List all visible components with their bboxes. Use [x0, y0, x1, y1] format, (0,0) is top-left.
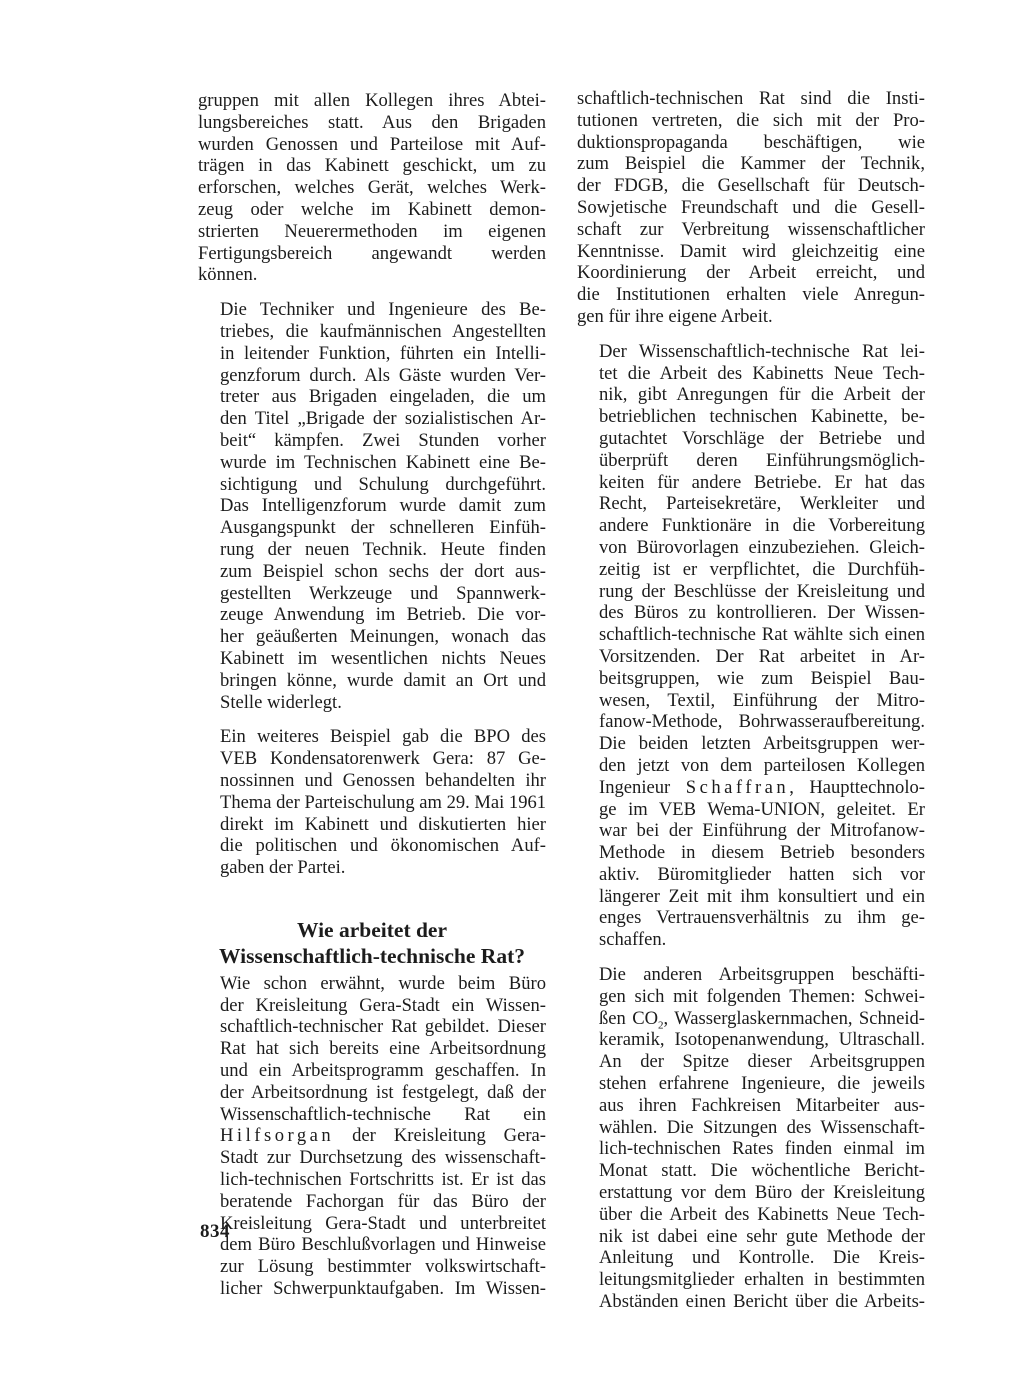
text-line: tet die Arbeit des Kabinetts Neue Tech-	[599, 362, 925, 384]
subscript: 2	[658, 1019, 664, 1032]
text-line: andere Funktionäre in die Vorbereitung	[599, 515, 925, 537]
text-line: schaftlich-technische Rat wählte sich einen	[599, 624, 925, 646]
text-line: Die anderen Arbeitsgruppen beschäfti-	[599, 964, 925, 986]
text-line: schaftlich-technischen Rat sind die Insti-	[577, 88, 925, 109]
text-line: nik, gibt Anregungen für die Arbeit der	[599, 384, 925, 406]
text-line	[198, 1125, 546, 1147]
text-line: triebes, die kaufmännischen Angestellten	[220, 320, 546, 342]
text-line: Recht, Parteisekretäre, Werkleiter und	[599, 493, 925, 515]
text-line: zur Lösung bestimmter volkswirtschaft-	[220, 1256, 546, 1278]
text-line: über die Arbeit des Kabinetts Neue Tech-	[599, 1203, 925, 1225]
text-line: wurden Genossen und Parteilose mit Auf-	[198, 133, 546, 155]
text-line: Wissenschaftlich-technische Rat ein	[220, 1103, 546, 1125]
text-fragment: , Wasserglaskernmachen, Schneid-	[663, 1007, 925, 1029]
text-line: erforschen, welches Gerät, welches Werk-	[198, 177, 546, 199]
text-line: zum Beispiel die Kammer der Technik,	[577, 153, 925, 175]
text-fragment: Ingenieur	[599, 776, 686, 798]
text-line: und ein Arbeitsprogramm geschaffen. In	[220, 1060, 546, 1082]
text-line: der Arbeitsordnung ist festgelegt, daß der	[220, 1081, 546, 1103]
text-line: überprüft deren Einführungsmöglich-	[599, 449, 925, 471]
text-line: längerer Zeit mit ihm konsultiert und ein	[599, 885, 925, 907]
text-line: Anleitung und Kontrolle. Die Kreis-	[599, 1247, 925, 1269]
text-line: genzforum durch. Als Gäste wurden Ver-	[220, 364, 546, 386]
text-line: können.	[198, 264, 258, 286]
text-line: treter aus Brigaden eingeladen, die um	[220, 386, 546, 408]
text-line: Wie schon erwähnt, wurde beim Büro	[220, 972, 546, 994]
paragraph	[577, 341, 925, 951]
text-line: dem Büro Beschlußvorlagen und Hinweise	[220, 1234, 546, 1256]
text-line: gen für ihre eigene Arbeit.	[577, 305, 773, 327]
text-line: der FDGB, die Gesellschaft für Deutsch-	[577, 175, 925, 197]
text-line: den Titel „Brigade der sozialistischen Ar-	[220, 408, 546, 430]
text-line: Rat hat sich bereits eine Arbeitsordnung	[220, 1038, 546, 1060]
paragraph	[198, 726, 546, 879]
text-line: direkt im Kabinett und diskutierten hier	[220, 813, 546, 835]
text-line: zeuge Anwendung im Betrieb. Die vor-	[220, 604, 546, 626]
text-line: in leitender Funktion, führten ein Intelli-	[220, 342, 546, 364]
text-line: keiten für andere Betriebe. Er hat das	[599, 471, 925, 493]
page-number: 834	[200, 1221, 230, 1242]
text-line: gruppen mit allen Kollegen ihres Abtei-	[198, 90, 546, 111]
text-line: von Bürovorlagen einzubeziehen. Gleich-	[599, 536, 925, 558]
text-line: beit“ kämpfen. Zwei Stunden vorher	[220, 429, 546, 451]
text-line: enges Vertrauensverhältnis zu ihm ge-	[599, 907, 925, 929]
text-line: schaftlich-technischer Rat gebildet. Dieser	[220, 1016, 546, 1038]
text-line: gaben der Partei.	[220, 857, 346, 879]
text-fragment: ßen CO	[599, 1007, 659, 1029]
spaced-emphasis: Schaffran	[685, 776, 790, 798]
text-line: gestellten Werkzeuge und Spannwerk-	[220, 582, 546, 604]
text-line: Fertigungsbereich angewandt werden	[198, 242, 546, 264]
text-line: aus ihren Fachkreisen Mitarbeiter aus-	[599, 1094, 925, 1116]
text-line: betrieblichen technischen Kabinette, be-	[599, 406, 925, 428]
text-line: die Institutionen erhalten viele Anregun-	[577, 284, 925, 306]
text-line: rung der neuen Technik. Heute finden	[220, 538, 546, 560]
text-line: Stelle widerlegt.	[220, 691, 342, 713]
text-line: trägen in das Kabinett geschickt, um zu	[198, 155, 546, 177]
paragraph	[198, 299, 546, 713]
text-line: sichtigung und Schulung durchgeführt.	[220, 473, 546, 495]
text-line: rung der Beschlüsse der Kreisleitung und	[599, 580, 925, 602]
text-line	[577, 1008, 925, 1030]
text-line: die politischen und ökonomischen Auf-	[220, 835, 546, 857]
text-line: duktionspropaganda beschäftigen, wie	[577, 131, 925, 153]
paragraph	[577, 964, 925, 1313]
text-line: tutionen vertreten, die sich mit der Pro-	[577, 109, 925, 131]
text-line: den jetzt von dem parteilosen Kollegen	[599, 754, 925, 776]
text-line: Das Intelligenzforum wurde damit zum	[220, 495, 546, 517]
left-column	[198, 90, 546, 1313]
text-line: nik ist dabei eine sehr gute Methode der	[599, 1225, 925, 1247]
text-line: zeitig ist er verpflichtet, die Durchfüh-	[599, 558, 925, 580]
text-line: Sowjetische Freundschaft und die Gesell-	[577, 196, 925, 218]
text-line: bringen könne, wurde damit an Ort und	[220, 669, 546, 691]
text-line: schaft zur Verbreitung wissenschaftlicher	[577, 218, 925, 240]
text-line: wurde im Technischen Kabinett eine Be-	[220, 451, 546, 473]
text-line: licher Schwerpunktaufgaben. Im Wissen-	[220, 1278, 546, 1300]
text-fragment: , Haupttechnolo-	[789, 776, 925, 798]
text-line: Die Techniker und Ingenieure des Be-	[220, 299, 546, 321]
text-line: zum Beispiel schon sechs der dort aus-	[220, 560, 546, 582]
heading-line: Wissenschaftlich-technische Rat?	[219, 943, 525, 968]
text-line: schaffen.	[599, 929, 667, 951]
text-line: gen sich mit folgenden Themen: Schwei-	[599, 985, 925, 1007]
text-line: leitungsmitglieder erhalten in bestimmten	[599, 1269, 925, 1291]
text-line: Kreisleitung Gera-Stadt und unterbreitet	[220, 1212, 546, 1234]
text-line: lich-technischen Fortschritts ist. Er ist das	[220, 1169, 546, 1191]
text-line: Kabinett im wesentlichen nichts Neues	[220, 647, 546, 669]
text-line: Methode in diesem Betrieb besonders	[599, 842, 925, 864]
text-line: wählen. Die Sitzungen des Wissenschaft-	[599, 1116, 925, 1138]
text-line: Ausgangspunkt der schnelleren Einfüh-	[220, 517, 546, 539]
text-line: ge im VEB Wema-UNION, geleitet. Er	[599, 798, 925, 820]
text-line: Thema der Parteischulung am 29. Mai 1961	[220, 791, 546, 813]
text-line: keramik, Isotopenanwendung, Ultraschall.	[599, 1029, 925, 1051]
text-line: stehen erfahrene Ingenieure, die jeweils	[599, 1073, 925, 1095]
text-fragment: der Kreisleitung Gera-	[334, 1125, 546, 1147]
section-heading	[198, 917, 546, 969]
text-line: lich-technischen Rates finden einmal im	[599, 1138, 925, 1160]
text-line: Stadt zur Durchsetzung des wissenschaft-	[220, 1147, 546, 1169]
text-line: Ein weiteres Beispiel gab die BPO des	[220, 726, 546, 748]
text-line: her geäußerten Meinungen, wonach das	[220, 626, 546, 648]
text-line: VEB Kondensatorenwerk Gera: 87 Ge-	[220, 748, 546, 770]
text-line: Der Wissenschaftlich-technische Rat lei-	[599, 340, 925, 362]
text-line: war bei der Einführung der Mitrofanow-	[599, 820, 925, 842]
text-line: strierten Neuerermethoden im eigenen	[198, 220, 546, 242]
text-line: gutachtet Vorschläge der Betriebe und	[599, 427, 925, 449]
text-line: beitsgruppen, wie zum Beispiel Bau-	[599, 667, 925, 689]
text-line: An der Spitze dieser Arbeitsgruppen	[599, 1051, 925, 1073]
text-line: beratende Fachorgan für das Büro der	[220, 1190, 546, 1212]
spaced-emphasis: Hilfsorgan	[220, 1125, 335, 1147]
text-line: aktiv. Büromitglieder hatten sich vor	[599, 863, 925, 885]
text-line: Die beiden letzten Arbeitsgruppen wer-	[599, 733, 925, 755]
right-column	[577, 88, 925, 1326]
text-line: wesen, Textil, Einführung der Mitro-	[599, 689, 925, 711]
text-line: lungsbereiches statt. Aus den Brigaden	[198, 111, 546, 133]
text-line: der Kreisleitung Gera-Stadt ein Wissen-	[220, 994, 546, 1016]
text-line	[577, 777, 925, 799]
text-line: erstattung vor dem Büro der Kreisleitung	[599, 1182, 925, 1204]
text-line: zeug oder welche im Kabinett demon-	[198, 198, 546, 220]
text-line: Kenntnisse. Damit wird gleichzeitig eine	[577, 240, 925, 262]
paragraph	[198, 973, 546, 1300]
paragraph	[198, 90, 546, 286]
text-line: nossinnen und Genossen behandelten ihr	[220, 769, 546, 791]
heading-line: Wie arbeitet der	[296, 917, 448, 942]
text-line: des Büros zu kontrollieren. Der Wissen-	[599, 602, 925, 624]
paragraph	[577, 88, 925, 328]
text-line: Koordinierung der Arbeit erreicht, und	[577, 262, 925, 284]
text-line: Monat statt. Die wöchentliche Bericht-	[599, 1160, 925, 1182]
text-line: fanow-Methode, Bohrwasseraufbereitung.	[599, 711, 925, 733]
text-line: Vorsitzenden. Der Rat arbeitet in Ar-	[599, 645, 925, 667]
text-line: Abständen einen Bericht über die Arbeits-	[599, 1291, 925, 1313]
